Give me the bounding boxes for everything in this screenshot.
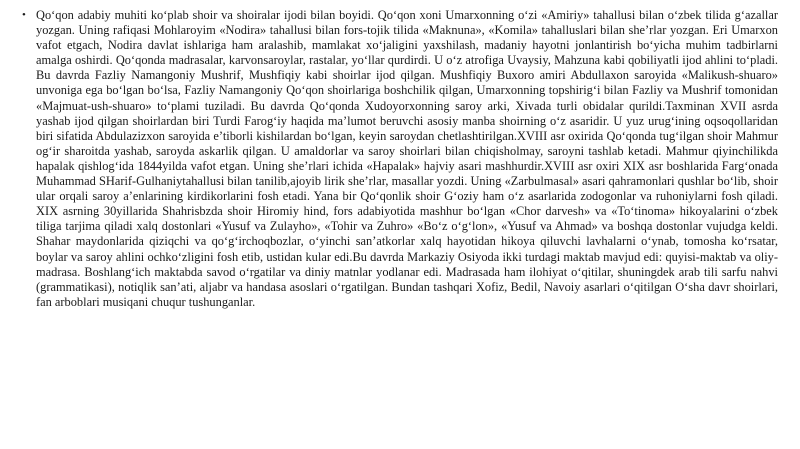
- body-text: Qo‘qon adabiy muhiti ko‘plab shoir va shoiralar ijodi bilan boyidi. Qo‘qon xoni Umarxonning o‘zi «Amiriy» tahallusi bilan o‘zbek tilida g‘azallar yozgan. Uning rafiqasi Mohlaroyim «Nodira» tahallusi bilan fors-tojik tilida «Maknuna», «Komila» tahalluslari bilan she’rlar yozgan. Eri Umarxon vafot etgach, Nodira davlat ishlariga ham aralashib, mamlakat xo‘jaligini yaxshilash, madaniy hayotni jonlantirish bo‘yicha muhim tadbirlarni amalga oshirdi. Qo‘qonda madrasalar, karvonsaroylar, rastalar, yo‘llar qurdirdi. U o‘z atrofiga Uvaysiy, Mahzuna kabi qobiliyatli ijod ahlini to‘pladi. Bu davrda Fazliy Namangoniy Mushrif, Mushfiqiy kabi shoirlar ijod qilgan. Mushfiqiy Buxoro amiri Abdullaxon saroyida «Malikush-shuaro» unvoniga ega bo‘lgan bo‘lsa, Fazliy Namangoniy Qo‘qon shoirlariga boshchilik qilgan, Umarxonning topshirig‘i bilan Fazliy va Mushrif tomonidan «Majmuat-ush-shuaro» to‘plami tuziladi. Bu davrda Qo‘qonda Xudoyorxonning saroy arki, Xivada turli obidalar qurildi.Taxminan XVII asrda yashab ijod qilgan shoirlardan biri Turdi Farog‘iy haqida ma’lumot beruvchi asosiy manba shoirning o‘z asaridir. U yuz urug‘ining oqsoqollaridan biri sifatida Abdulazizxon saroyida e’tiborli kishilardan bo‘lgan, keyin saroydan chetlashtirilgan.XVIII asr oxirida Qo‘qonda tug‘ilgan shoir Mahmur og‘ir sharoitda yashab, saroyda askarlik qilgan. U amaldorlar va saroy shoirlari bilan chiqisholmay, saroyni tashlab ketadi. Mahmur qiyinchilikda hapalak qishlog‘ida 1844yilda vafot etgan. Uning she’rlari ichida «Hapalak» hajviy asari mashhurdir.XVIII asr oxiri XIX asr boshlarida Farg‘onada Muhammad SHarif-Gulhaniytahallusi bilan tanilib,ajoyib lirik she’rlar, masallar yozdi. Uning «Zarbulmasal» asari qahramonlari qushlar bo‘lib, shoir ular orqali saroy a’enlarining kirdikorlarini fosh etadi. Yana bir Qo‘qonlik shoir G‘oziy ham o‘z asarlarida zodogonlar va ruhoniylarni fosh qiladi. XIX asrning 30yillarida Shahrisbzda shoir Hiromiy hind, fors adabiyotida mashhur bo‘lgan «Chor darvesh» va «To‘tinoma» hikoyalarini o‘zbek tiliga tarjima qiladi xalq dostonlari «Yusuf va Zulayho», «Tohir va Zuhro» «Bo‘z o‘g‘lon», «Yusuf va Ahmad» va boshqa dostonlar vujudga keldi. Shahar maydonlarida qiziqchi va qo‘g‘irchoqbozlar, o‘yinchi san’atkorlar xalq hayotidan hikoya qiluvchi lavhalarni o‘ynab, tomosha ko‘rsatar, boylar va saroy ahlini ochko‘zligini fosh etib, ustidan kular edi.Bu davrda Markaziy Osiyoda ikki turdagi maktab mavjud edi: quyisi-maktab va oliy-madrasa. Boshlang‘ich maktabda savod o‘rgatilar va diniy matnlar yodlanar edi. Madrasada ham ilohiyat o‘qitilar, shuningdek arab tili sarfu nahvi (grammatikasi), notiqlik san’ati, aljabr va handasa asoslari o‘rgatilgan. Bundan tashqari Xofiz, Bedil, Navoiy asarlari o‘qitilgan O‘sha davr shoirlari, fan arboblari musiqani chuqur tushunganlar.: [36, 8, 778, 309]
- bullet-marker: •: [22, 9, 26, 21]
- bullet-paragraph: [22, 8, 778, 310]
